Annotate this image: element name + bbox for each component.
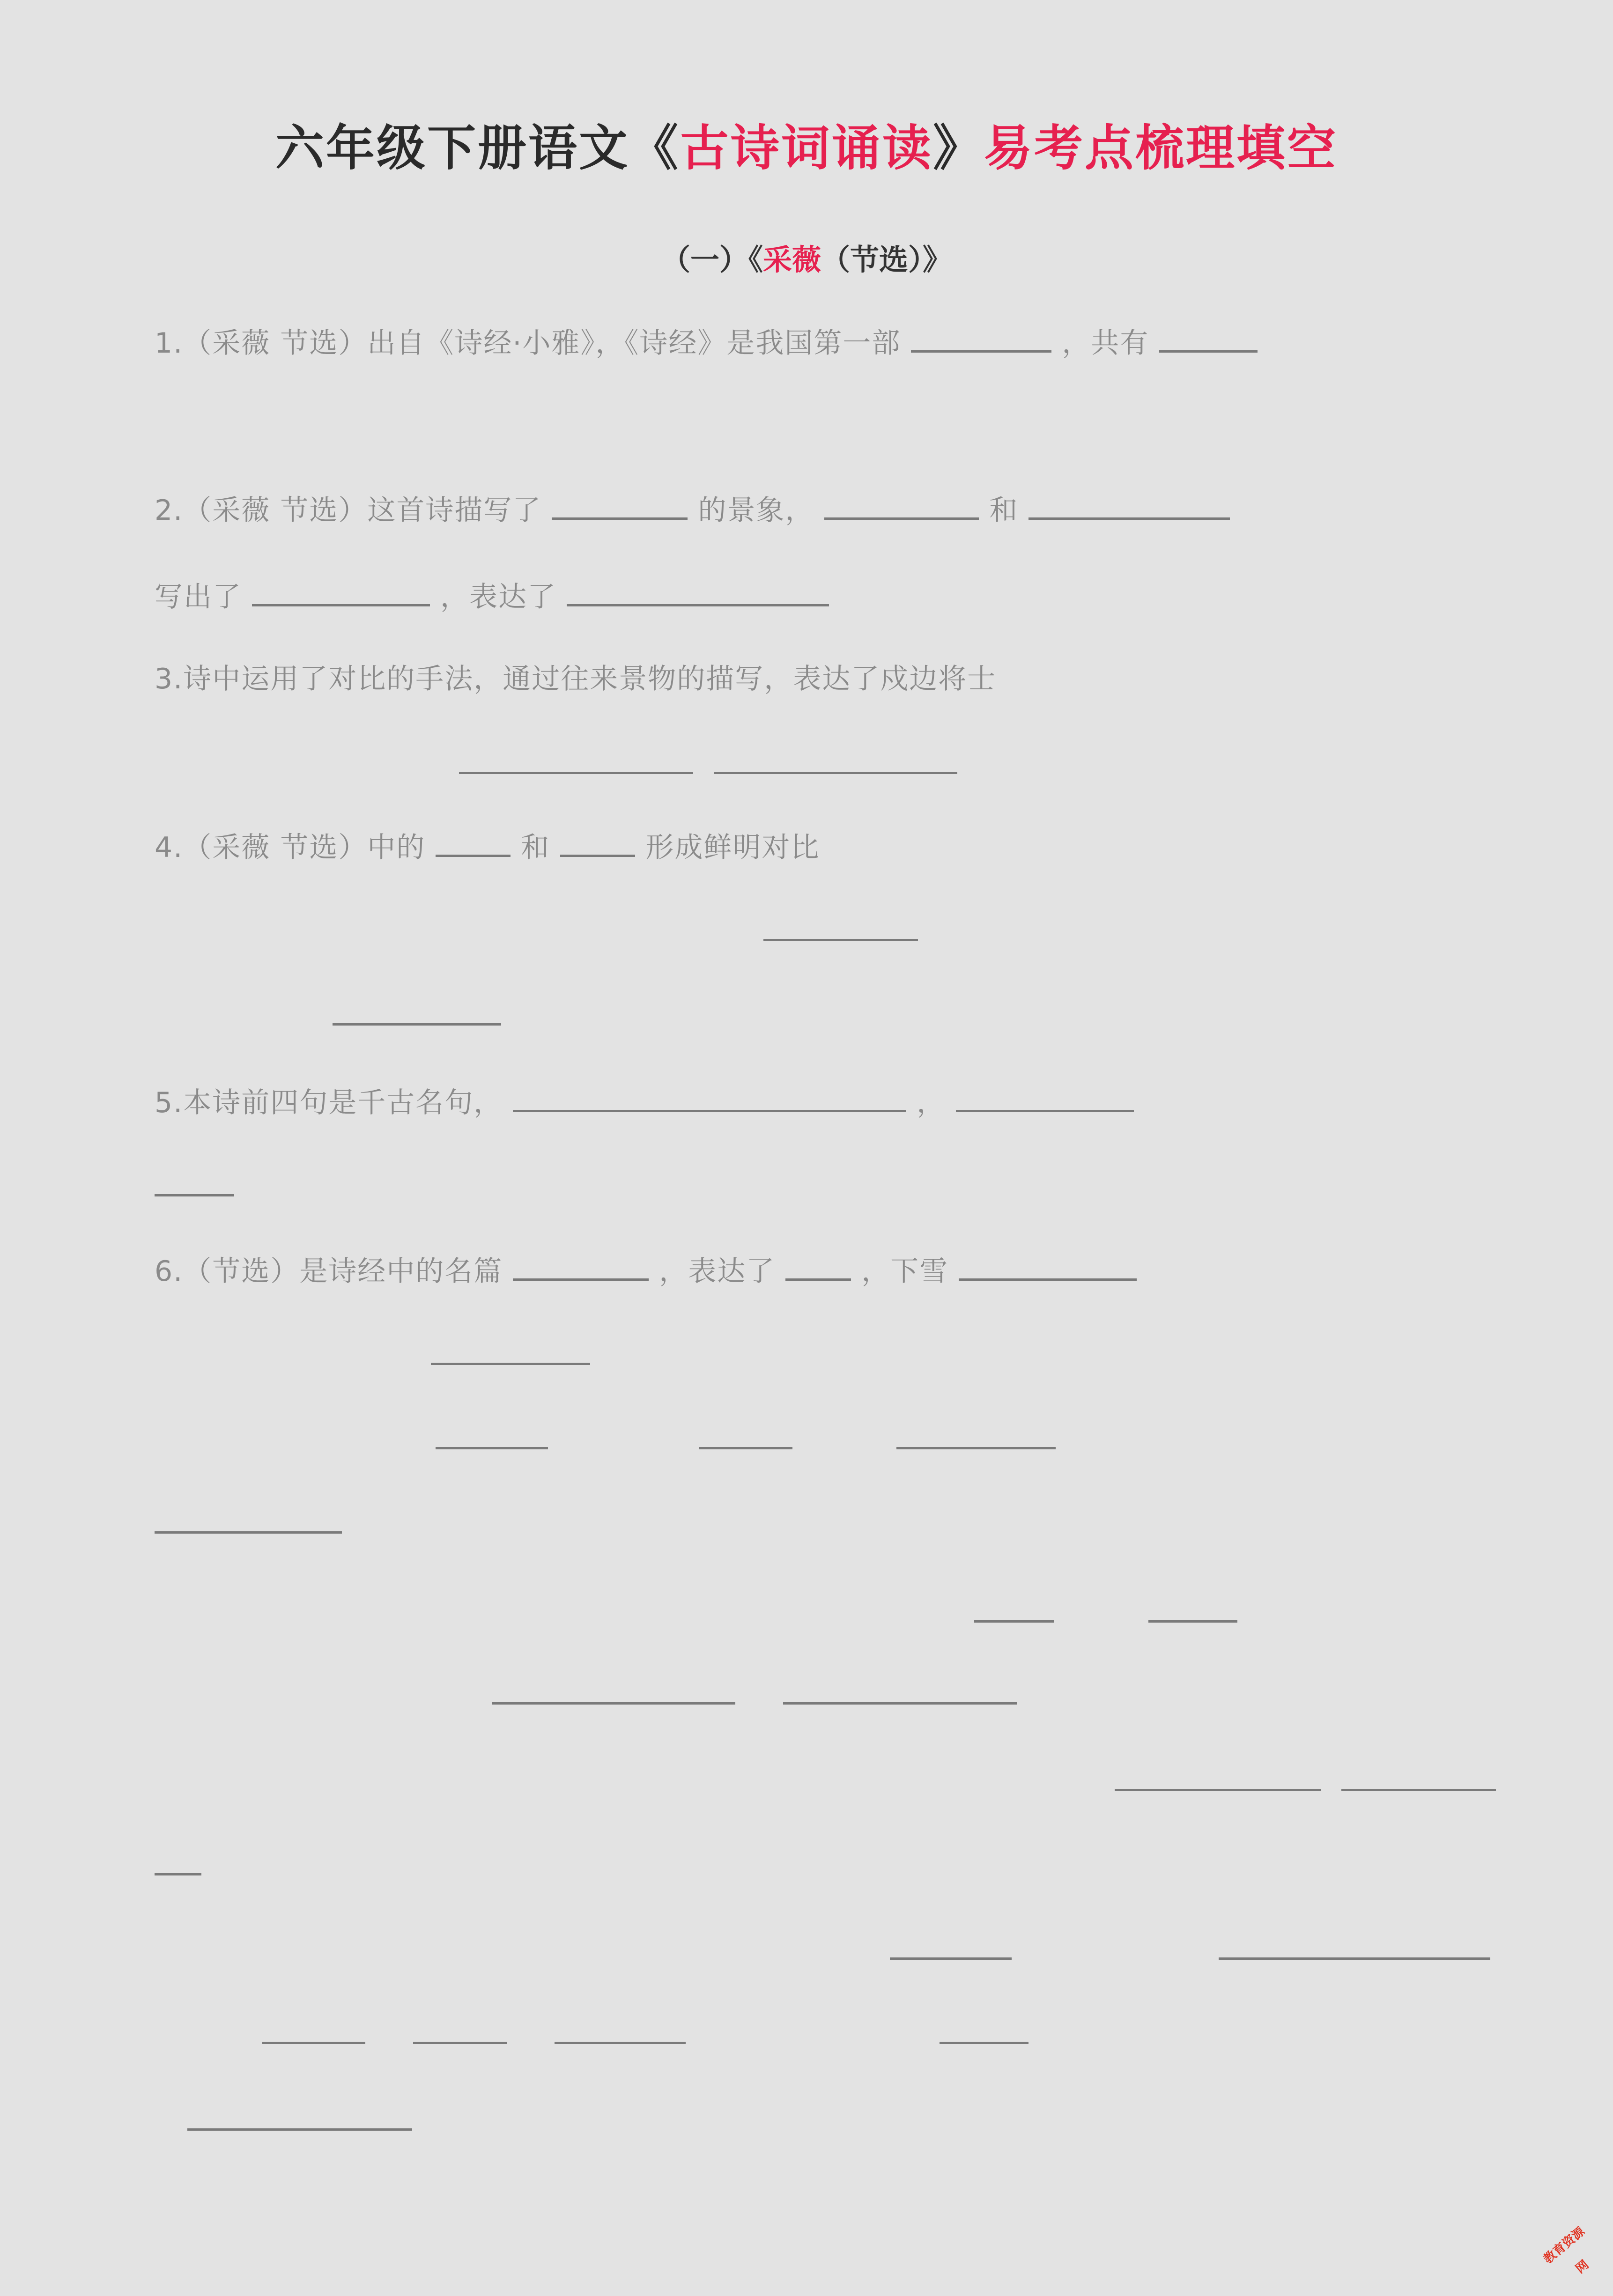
- question-3-line-cont: [155, 744, 1517, 786]
- question-text: ，下雪: [861, 1255, 949, 1288]
- question-text: 5.本诗前四句是千古名句，: [155, 1086, 503, 1119]
- question-text: 写出了: [155, 581, 242, 613]
- fill-blank[interactable]: [555, 2015, 686, 2044]
- question-text: 4.（采薇 节选）中的: [155, 831, 426, 864]
- question-text: 2.（采薇 节选）这首诗描写了: [155, 494, 542, 527]
- title-highlight-poems: 古诗词诵读: [680, 119, 933, 177]
- title-prefix: 六年级下册语文《: [275, 119, 680, 177]
- fill-blank[interactable]: [187, 2102, 412, 2131]
- fill-blank[interactable]: [714, 746, 957, 774]
- question-text: ，: [917, 1086, 946, 1119]
- question-9-line: [155, 1674, 1517, 1716]
- question-text: 6.（节选）是诗经中的名篇: [155, 1255, 503, 1288]
- title-bracket: 》: [933, 119, 984, 177]
- question-text: 1.（采薇 节选）出自《诗经·小雅》，《诗经》是我国第一部: [155, 327, 901, 360]
- fill-blank[interactable]: [911, 324, 1051, 353]
- question-4-line-cont: [155, 911, 1517, 953]
- fill-blank[interactable]: [699, 1421, 792, 1449]
- fill-blank[interactable]: [763, 913, 918, 941]
- question-10-line: [155, 1929, 1517, 1971]
- fill-blank[interactable]: [896, 1421, 1056, 1449]
- section-heading: [0, 236, 1613, 278]
- question-text: 形成鲜明对比: [645, 831, 820, 864]
- question-text: 和: [521, 831, 550, 864]
- question-text: 3.诗中运用了对比的手法，通过往来景物的描写，表达了戍边将士: [155, 663, 997, 695]
- section-heading-close: （节选）》: [821, 243, 952, 277]
- fill-blank[interactable]: [333, 997, 501, 1026]
- fill-blank[interactable]: [252, 578, 430, 606]
- question-text: ，表达了: [659, 1255, 776, 1288]
- question-4-line-cont2: [155, 995, 1517, 1037]
- question-2-line-cont: [155, 576, 1517, 618]
- question-10-line-cont2: [155, 2100, 1517, 2142]
- question-5-line: [155, 1082, 1517, 1124]
- question-6-line-cont: [155, 1335, 1517, 1377]
- fill-blank[interactable]: [560, 828, 635, 857]
- fill-blank[interactable]: [431, 1336, 590, 1365]
- document-title: [0, 109, 1613, 179]
- question-8-line: [155, 1592, 1517, 1634]
- fill-blank[interactable]: [552, 491, 688, 520]
- fill-blank[interactable]: [1341, 1763, 1496, 1791]
- question-text: ，表达了: [440, 581, 556, 613]
- fill-blank[interactable]: [824, 491, 979, 520]
- question-10-line-cont: [155, 2014, 1517, 2056]
- fill-blank[interactable]: [956, 1084, 1134, 1112]
- question-5-line-cont: [155, 1166, 1517, 1208]
- question-7-line: [155, 1419, 1517, 1461]
- fill-blank[interactable]: [974, 1594, 1054, 1623]
- question-9-line-cont: [155, 1761, 1517, 1803]
- fill-blank[interactable]: [155, 1505, 342, 1534]
- fill-blank[interactable]: [459, 746, 693, 774]
- question-7-line-cont: [155, 1503, 1517, 1545]
- question-text: ，共有: [1062, 327, 1149, 360]
- fill-blank[interactable]: [1148, 1594, 1237, 1623]
- fill-blank[interactable]: [513, 1084, 906, 1112]
- fill-blank[interactable]: [567, 578, 829, 606]
- fill-blank[interactable]: [155, 1168, 234, 1196]
- question-4-line: [155, 827, 1517, 869]
- fill-blank[interactable]: [783, 1676, 1017, 1705]
- question-text: 的景象，: [698, 494, 814, 527]
- fill-blank[interactable]: [436, 1421, 548, 1449]
- question-6-line: [155, 1250, 1517, 1292]
- question-3-line: [155, 658, 1517, 700]
- fill-blank[interactable]: [890, 1931, 1012, 1960]
- fill-blank[interactable]: [1028, 491, 1230, 520]
- question-text: 和: [989, 494, 1019, 527]
- fill-blank[interactable]: [413, 2015, 507, 2044]
- fill-blank[interactable]: [513, 1252, 649, 1281]
- fill-blank[interactable]: [1115, 1763, 1321, 1791]
- section-heading-name: 采薇: [762, 243, 821, 277]
- fill-blank[interactable]: [785, 1252, 851, 1281]
- title-highlight-review: 易考点梳理填空: [984, 119, 1338, 177]
- fill-blank[interactable]: [262, 2015, 365, 2044]
- section-heading-open: （一）《: [661, 243, 763, 277]
- fill-blank[interactable]: [940, 2015, 1028, 2044]
- fill-blank[interactable]: [959, 1252, 1137, 1281]
- watermark-logo: 教育资源网: [1541, 2224, 1592, 2276]
- fill-blank[interactable]: [492, 1676, 735, 1705]
- question-2-line: [155, 489, 1517, 532]
- question-9-line-cont2: [155, 1845, 1517, 1887]
- fill-blank[interactable]: [155, 1847, 201, 1875]
- question-1-line: [155, 322, 1517, 364]
- fill-blank[interactable]: [1219, 1931, 1490, 1960]
- fill-blank[interactable]: [1159, 324, 1258, 353]
- fill-blank[interactable]: [436, 828, 511, 857]
